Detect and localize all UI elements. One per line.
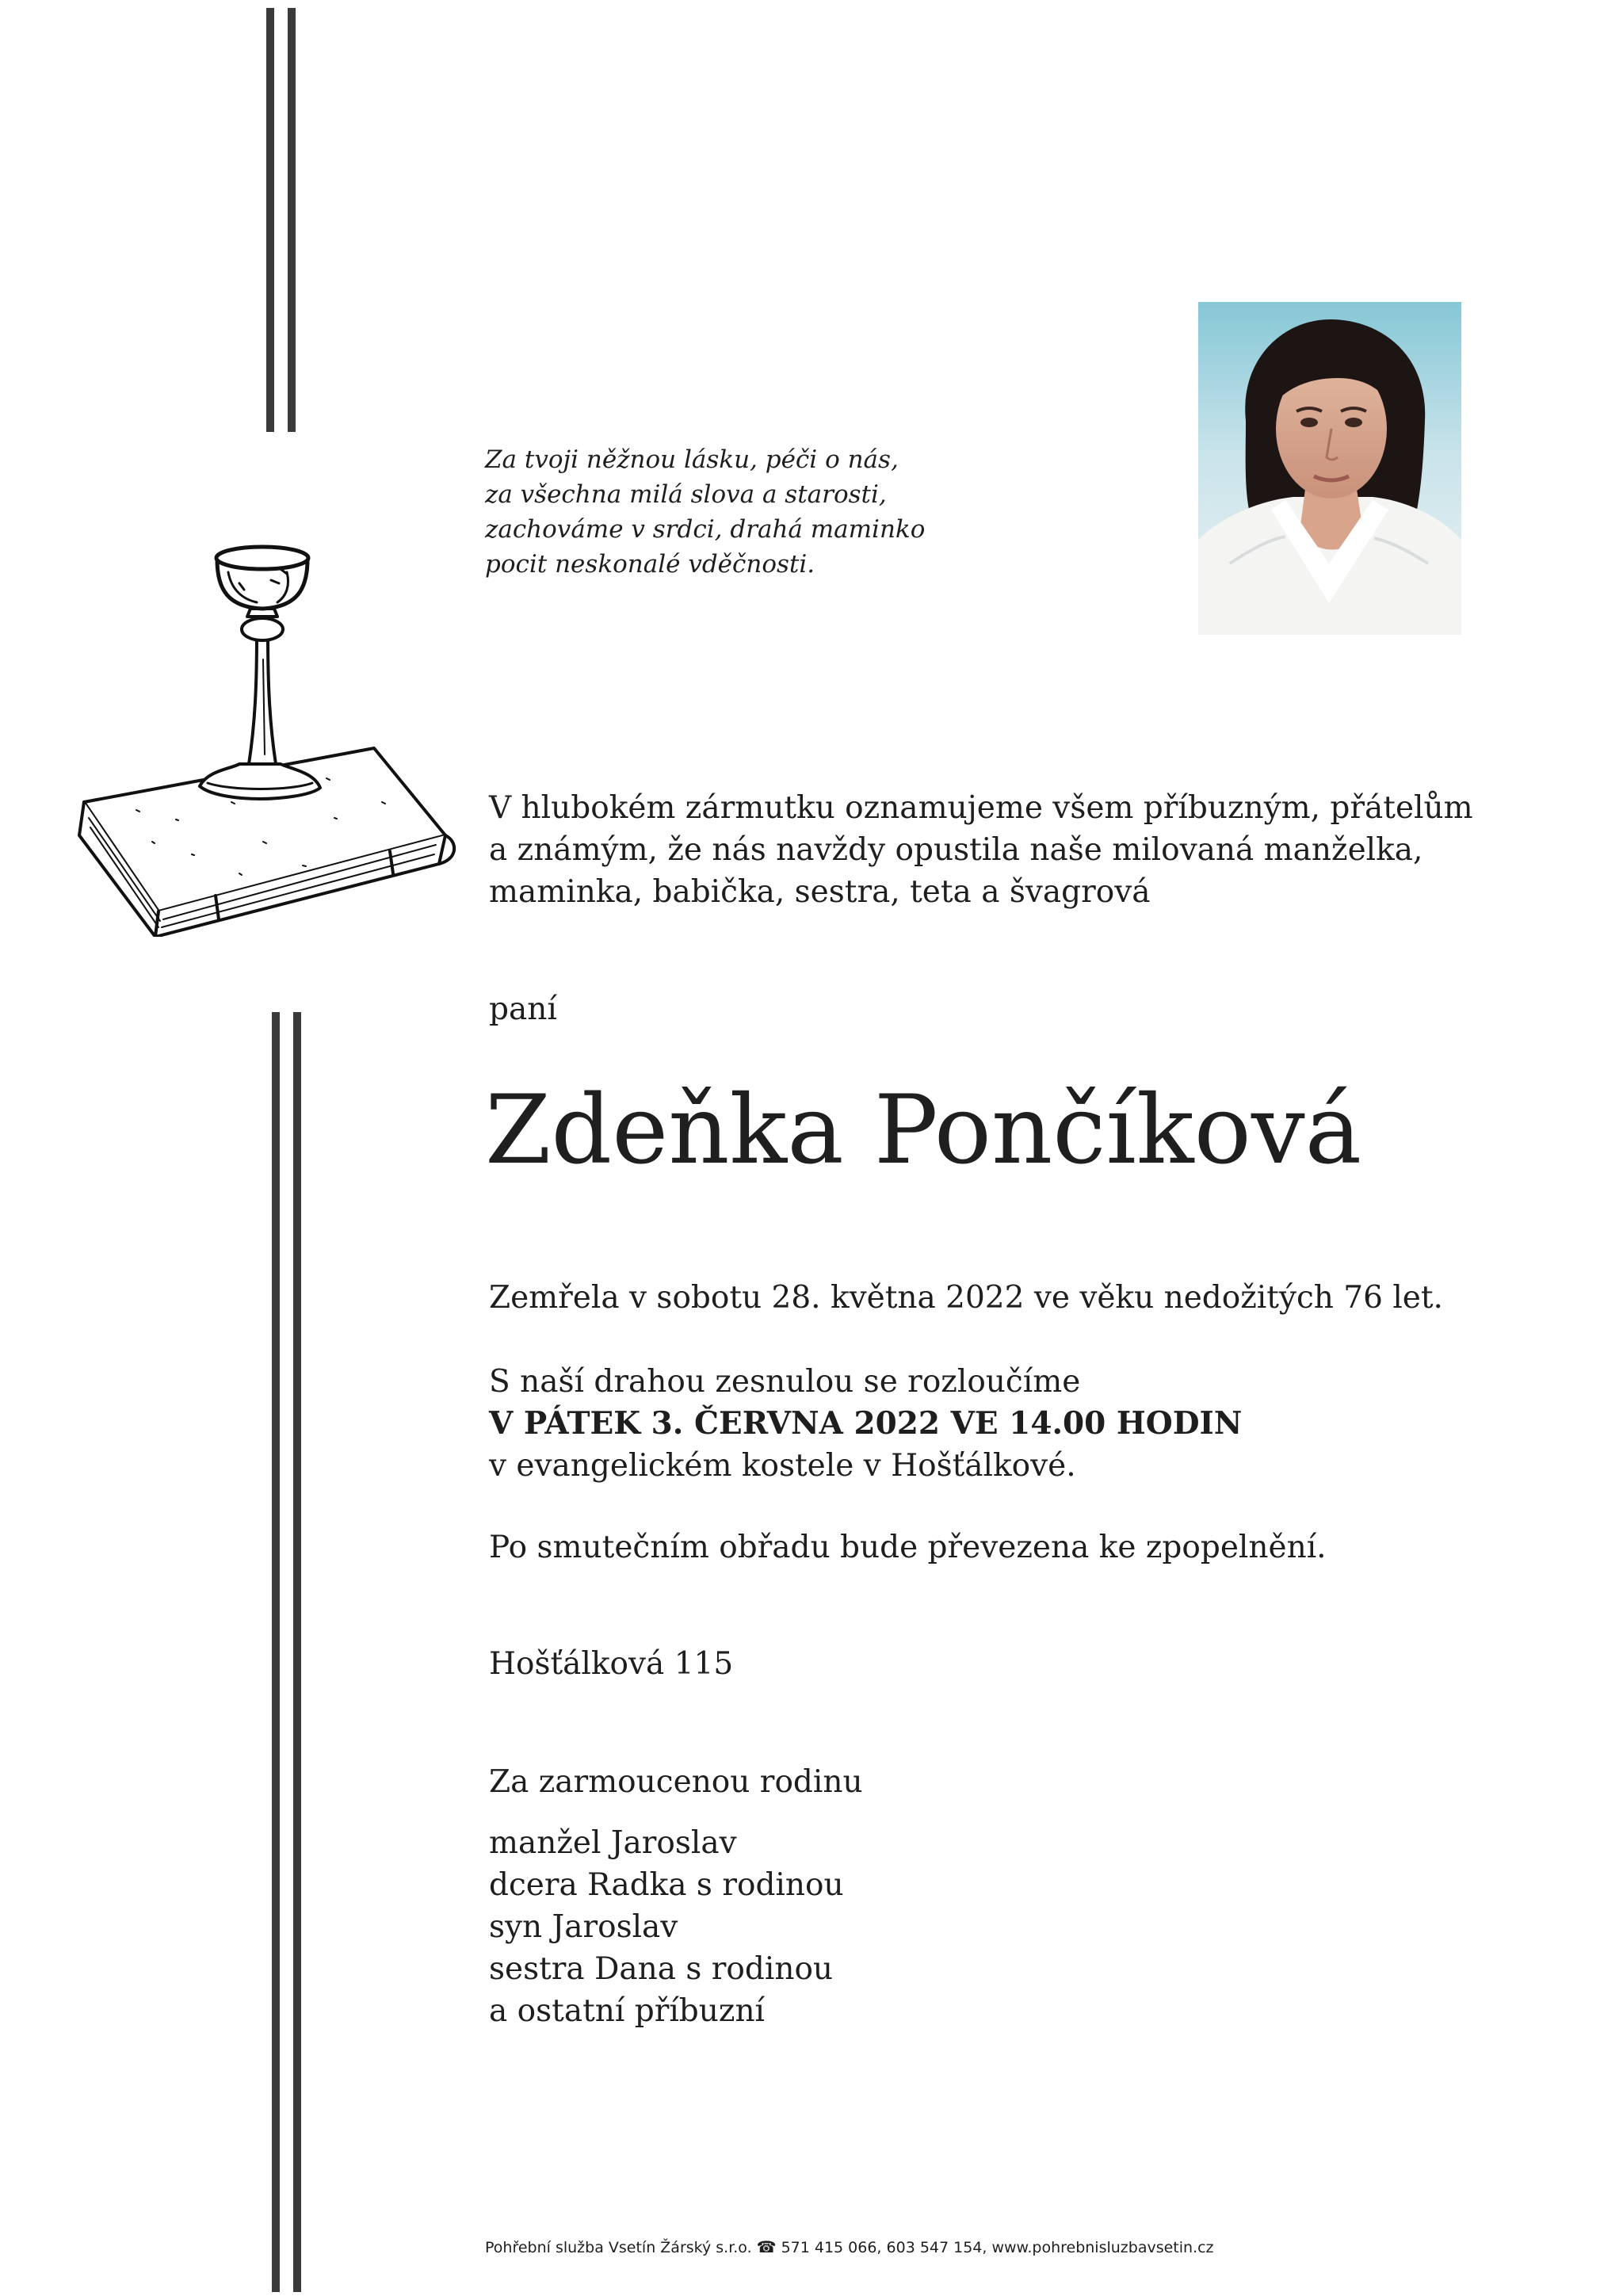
poem-line: zachováme v srdci, drahá maminko bbox=[485, 515, 926, 544]
announcement bbox=[489, 787, 1473, 913]
ceremony-place: v evangelickém kostele v Hošťálkové. bbox=[489, 1448, 1076, 1484]
footer-company: Pohřební služba Vsetín Žárský s.r.o. bbox=[485, 2239, 752, 2256]
family-member: sestra Dana s rodinou bbox=[489, 1951, 834, 1987]
poem bbox=[485, 442, 1087, 582]
footer bbox=[485, 2237, 1214, 2258]
poem-line: za všechna milá slova a starosti, bbox=[485, 480, 887, 509]
title-pani: paní bbox=[489, 991, 557, 1027]
bottom-line-right bbox=[293, 1012, 301, 2292]
portrait-photo bbox=[1198, 302, 1461, 635]
deceased-name: Zdeňka Pončíková bbox=[485, 1075, 1362, 1186]
poem-line: Za tvoji něžnou lásku, péči o nás, bbox=[485, 445, 899, 474]
cremation-note: Po smutečním obřadu bude převezena ke zpopelnění. bbox=[489, 1530, 1327, 1565]
announcement-line: V hlubokém zármutku oznamujeme všem příbuzným, přátelům bbox=[489, 790, 1473, 826]
family-member: dcera Radka s rodinou bbox=[489, 1867, 844, 1903]
announcement-line: a známým, že nás navždy opustila naše milovaná manželka, bbox=[489, 832, 1423, 868]
death-notice: Zemřela v sobotu 28. května 2022 ve věku nedožitých 76 let. bbox=[489, 1280, 1443, 1316]
family-list bbox=[489, 1822, 844, 2032]
announcement-line: maminka, babička, sestra, teta a švagrová bbox=[489, 874, 1151, 910]
family-heading: Za zarmoucenou rodinu bbox=[489, 1764, 863, 1800]
ceremony-date: V PÁTEK 3. ČERVNA 2022 VE 14.00 HODIN bbox=[489, 1405, 1243, 1442]
poem-line: pocit neskonalé vděčnosti. bbox=[485, 550, 815, 579]
ceremony-info bbox=[489, 1361, 1242, 1487]
telephone-icon: ☎ bbox=[756, 2237, 777, 2256]
family-member: manžel Jaroslav bbox=[489, 1825, 737, 1861]
chalice-book-icon bbox=[73, 541, 461, 937]
family-member: syn Jaroslav bbox=[489, 1909, 678, 1945]
ceremony-line: S naší drahou zesnulou se rozloučíme bbox=[489, 1364, 1081, 1400]
portrait-illustration bbox=[1198, 302, 1461, 635]
family-member: a ostatní příbuzní bbox=[489, 1993, 766, 2029]
bottom-line-left bbox=[272, 1012, 280, 2292]
footer-contact: 571 415 066, 603 547 154, www.pohrebnisluzbavsetin.cz bbox=[781, 2239, 1214, 2256]
top-line-right bbox=[288, 8, 296, 432]
top-line-left bbox=[266, 8, 274, 432]
address: Hošťálková 115 bbox=[489, 1646, 734, 1682]
